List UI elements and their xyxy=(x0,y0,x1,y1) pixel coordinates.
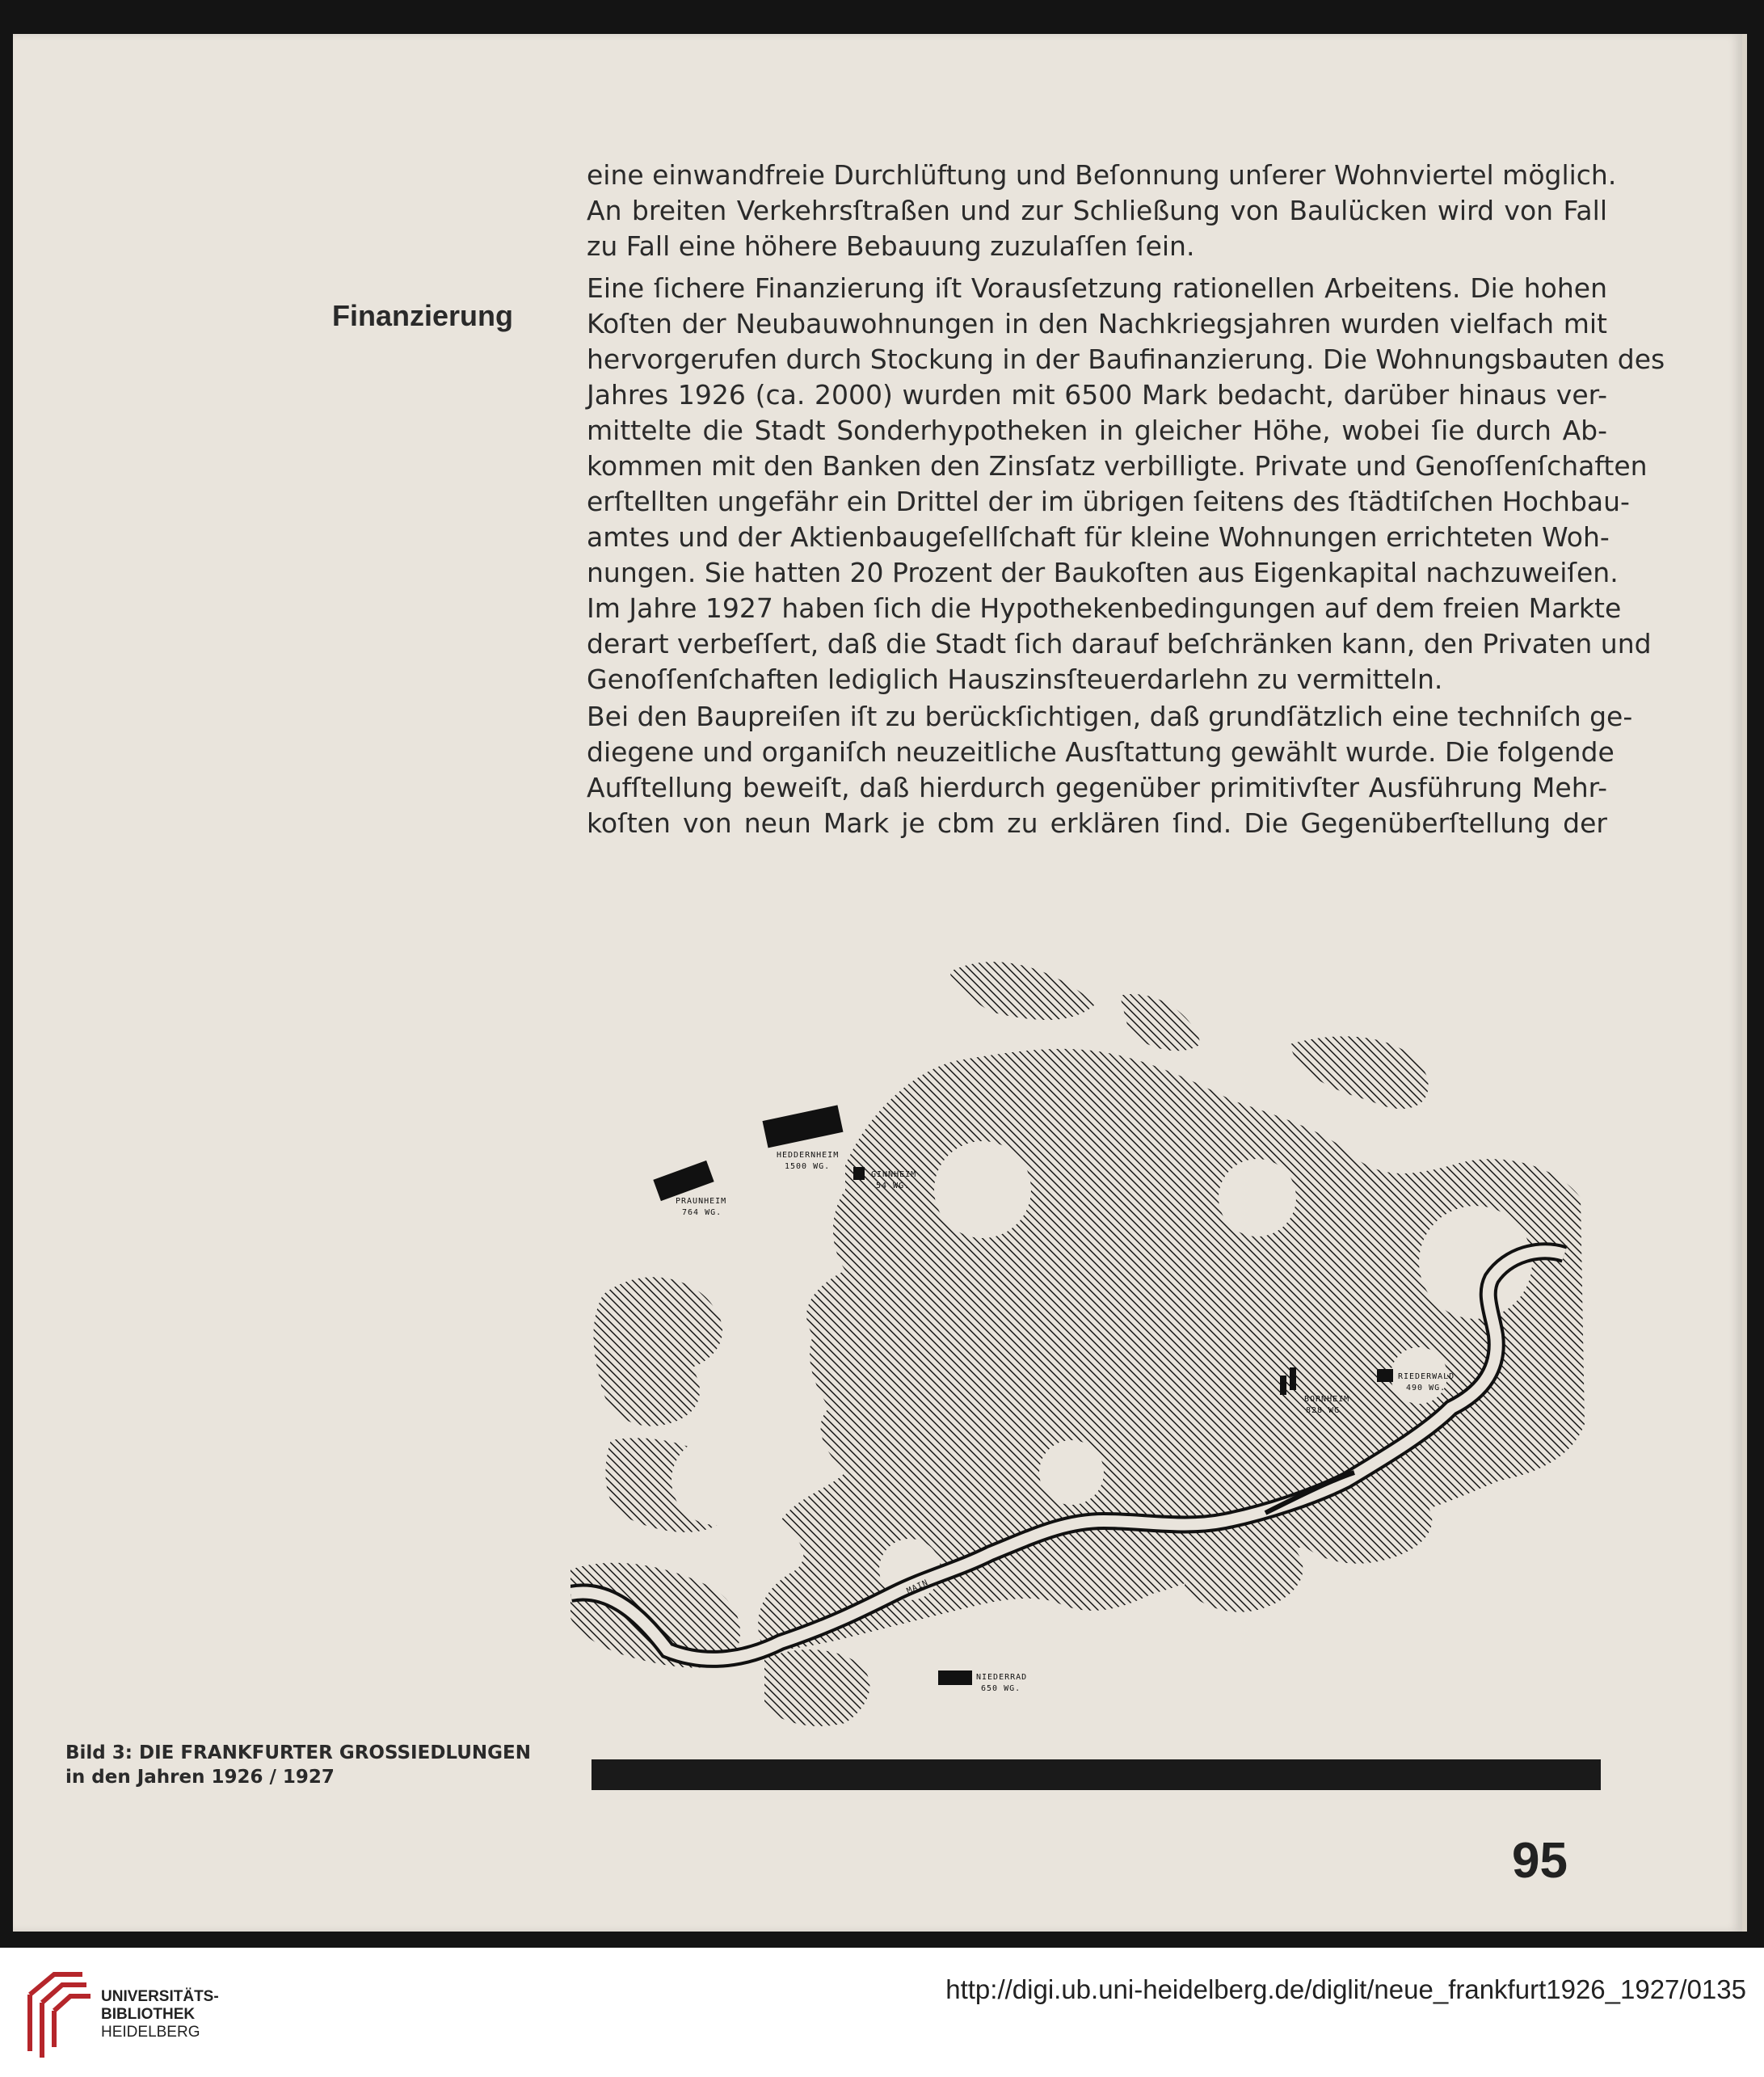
body-text-line: derart verbeſſert, daß die Stadt ſich darauf beſchränken kann, den Privaten und xyxy=(587,628,1652,659)
settlement-block xyxy=(762,1105,843,1148)
settlement-name-heddernheim: HEDDERNHEIM xyxy=(777,1151,840,1160)
settlement-name-bornheim: BORNHEIM xyxy=(1304,1395,1350,1404)
urban-area-hatching xyxy=(570,962,1585,1726)
university-library-logo-icon xyxy=(18,1962,99,2063)
settlement-block xyxy=(1290,1367,1296,1390)
settlement-units-bornheim: 828 WG xyxy=(1306,1406,1341,1415)
source-url-link[interactable]: http://digi.ub.uni-heidelberg.de/diglit/neue_frankfurt1926_1927/0135 xyxy=(945,1974,1746,2004)
settlement-name-niederrad: NIEDERRAD xyxy=(976,1673,1028,1682)
caption-rule-bar xyxy=(592,1759,1601,1790)
body-text-line: amtes und der Aktienbaugeſellſchaft für kleine Wohnungen errichteten Woh- xyxy=(587,521,1610,553)
body-text-line: Genoſſenſchaften lediglich Hauszinsſteuerdarlehn zu vermitteln. xyxy=(587,664,1443,695)
settlement-block xyxy=(1377,1369,1393,1382)
body-text-line: mittelte die Stadt Sonderhypotheken in gleicher Höhe, wobei ſie durch Ab- xyxy=(587,415,1607,446)
caption-title: Bild 3: DIE FRANKFURTER GROSSIEDLUNGEN xyxy=(65,1742,532,1763)
body-text-line: nungen. Sie hatten 20 Prozent der Baukoſten aus Eigenkapital nachzuweiſen. xyxy=(587,557,1619,588)
settlement-units-heddernheim: 1500 WG. xyxy=(785,1162,831,1171)
settlement-block xyxy=(938,1670,972,1685)
margin-heading-finanzierung: Finanzierung xyxy=(332,299,513,332)
settlement-block xyxy=(1280,1376,1286,1395)
body-text-line: An breiten Verkehrsſtraßen und zur Schließung von Baulücken wird von Fall xyxy=(587,195,1607,226)
body-text-line: koſten von neun Mark je cbm zu erklären ſind. Die Gegenüberſtellung der xyxy=(587,807,1607,839)
settlement-units-praunheim: 764 WG. xyxy=(682,1208,722,1217)
body-text-line: diegene und organiſch neuzeitliche Ausſtattung gewählt wurde. Die folgende xyxy=(587,736,1615,768)
figure-caption xyxy=(65,1741,531,1789)
settlement-praunheim xyxy=(653,1161,726,1217)
settlement-block xyxy=(853,1167,865,1180)
body-text-line: erſtellten ungefähr ein Drittel der im übrigen ſeitens des ſtädtiſchen Hochbau- xyxy=(587,486,1630,517)
settlement-name-praunheim: PRAUNHEIM xyxy=(676,1197,727,1206)
library-name-line: HEIDELBERG xyxy=(101,2024,200,2041)
library-name-line: BIBLIOTHEK xyxy=(101,2006,196,2023)
body-text-line: Koſten der Neubauwohnungen in den Nachkriegsjahren wurden vielfach mit xyxy=(587,308,1607,339)
body-text-line: kommen mit den Banken den Zinsſatz verbilligte. Private und Genoſſenſchaften xyxy=(587,450,1648,482)
frankfurt-settlements-map xyxy=(570,955,1621,1763)
library-name-line: UNIVERSITÄTS- xyxy=(101,1988,219,2005)
body-text-line: zu Fall eine höhere Bebauung zuzulaſſen ſein. xyxy=(587,230,1195,262)
settlement-units-niederrad: 650 WG. xyxy=(981,1684,1021,1693)
body-text-line: Eine ſichere Finanzierung iſt Vorausſetzung rationellen Arbeitens. Die hohen xyxy=(587,272,1607,304)
book-page xyxy=(13,34,1747,1932)
settlement-units-riederwald: 490 WG. xyxy=(1406,1384,1446,1392)
body-text-line: Aufſtellung beweiſt, daß hierdurch gegenüber primitivſter Ausführung Mehr- xyxy=(587,772,1607,803)
settlement-heddernheim xyxy=(762,1105,843,1171)
body-text-line: hervorgerufen durch Stockung in der Baufinanzierung. Die Wohnungsbauten des xyxy=(587,343,1665,375)
page-number: 95 xyxy=(1512,1833,1568,1889)
body-text-line: Im Jahre 1927 haben ſich die Hypothekenbedingungen auf dem freien Markte xyxy=(587,592,1622,624)
caption-subtitle: in den Jahren 1926 / 1927 xyxy=(65,1767,335,1788)
settlement-name-ginnheim: GINNHEIM xyxy=(871,1170,917,1179)
settlement-units-ginnheim: 54 WG. xyxy=(876,1182,911,1190)
body-text-line: eine einwandfreie Durchlüftung und Beſonnung unſerer Wohnviertel möglich. xyxy=(587,159,1617,191)
river-label-main: MAIN xyxy=(905,1578,930,1596)
settlement-block xyxy=(653,1161,714,1201)
settlement-name-riederwald: RIEDERWALD xyxy=(1398,1372,1455,1381)
digitization-footer xyxy=(0,1948,1764,2077)
body-text-line: Jahres 1926 (ca. 2000) wurden mit 6500 Mark bedacht, darüber hinaus ver- xyxy=(587,379,1607,411)
body-text-line: Bei den Baupreiſen iſt zu berückſichtigen, daß grundſätzlich eine techniſch ge- xyxy=(587,701,1633,732)
library-name xyxy=(101,1988,219,2041)
settlement-niederrad xyxy=(938,1670,1027,1693)
